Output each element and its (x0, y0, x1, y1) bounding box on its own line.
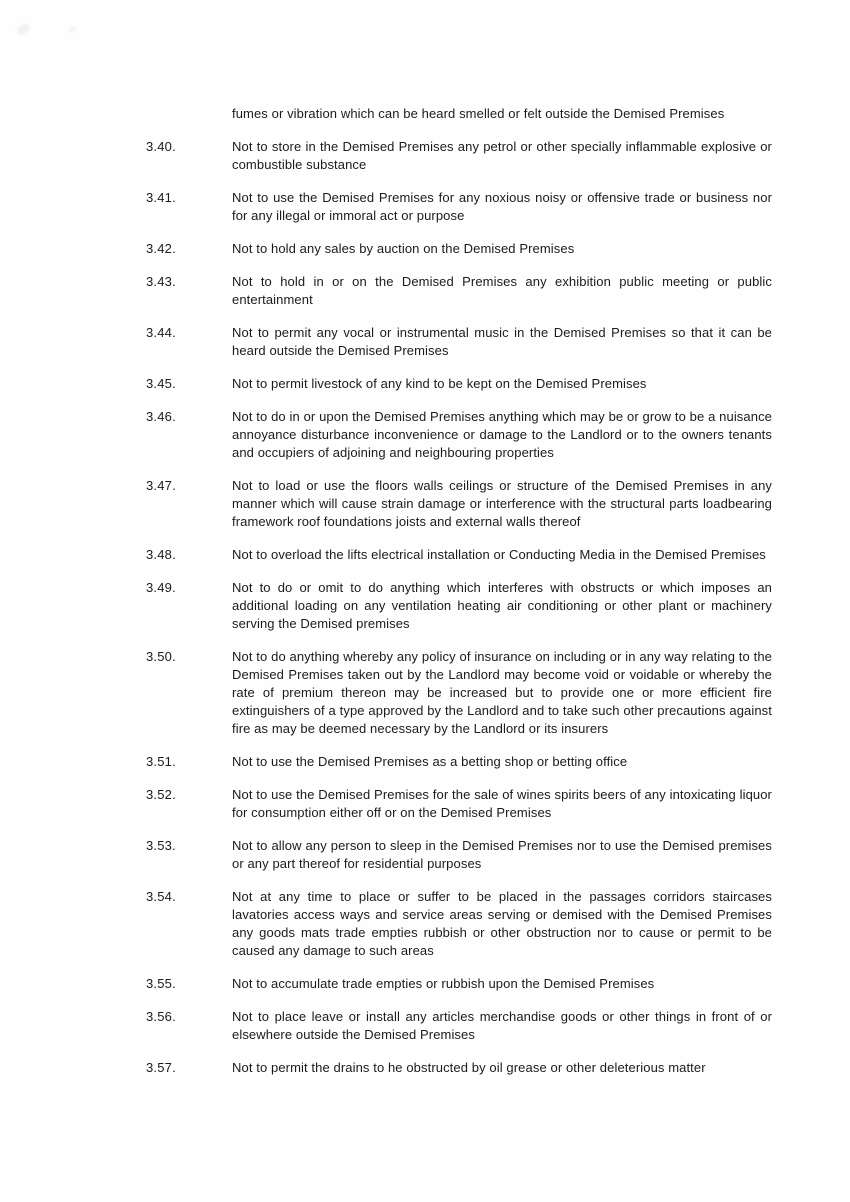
clause-row (146, 273, 772, 309)
clause-text: Not to allow any person to sleep in the Demised Premises nor to use the Demised premises or any part thereof for residential purposes (232, 838, 772, 871)
clause-number: 3.55. (146, 976, 176, 991)
clause-row (146, 240, 772, 258)
clause-row (146, 546, 772, 564)
clause-text: Not to accumulate trade empties or rubbish upon the Demised Premises (232, 976, 655, 991)
clause-row (146, 408, 772, 462)
clause-row (146, 1059, 772, 1077)
clause-text: Not to load or use the floors walls ceilings or structure of the Demised Premises in any manner which will cause strain damage or interference with the structural parts loadbearing framework roof foundations joists and external walls thereof (232, 478, 772, 529)
clause-text: Not to use the Demised Premises for any noxious noisy or offensive trade or business nor for any illegal or immoral act or purpose (232, 190, 772, 223)
clause-number: 3.52. (146, 787, 176, 802)
clause-text: Not to store in the Demised Premises any petrol or other specially inflammable explosive or combustible substance (232, 139, 772, 172)
clause-row (146, 375, 772, 393)
clause-text: Not to permit any vocal or instrumental music in the Demised Premises so that it can be heard outside the Demised Premises (232, 325, 772, 358)
clause-number: 3.53. (146, 838, 176, 853)
clause-number: 3.46. (146, 409, 176, 424)
clause-number: 3.50. (146, 649, 176, 664)
clause-row (146, 648, 772, 738)
clause-number: 3.47. (146, 478, 176, 493)
clause-text: Not to hold any sales by auction on the Demised Premises (232, 241, 575, 256)
clause-text: Not to do anything whereby any policy of insurance on including or in any way relating to the Demised Premises taken out by the Landlord may become void or voidable or whereby the rate of premium thereon may be increased but to provide one or more efficient fire extinguishers of a type approved by the Landlord and to take such other precautions against fire as may be deemed necessary by the Landlord or its insurers (232, 649, 772, 736)
scan-artifact (69, 27, 76, 32)
clause-row (146, 888, 772, 960)
clause-number: 3.43. (146, 274, 176, 289)
clause-row (146, 138, 772, 174)
clause-text: Not to place leave or install any articles merchandise goods or other things in front of or elsewhere outside the Demised Premises (232, 1009, 772, 1042)
clause-row (146, 786, 772, 822)
clause-text: Not to use the Demised Premises for the sale of wines spirits beers of any intoxicating liquor for consumption either off or on the Demised Premises (232, 787, 772, 820)
clause-number: 3.48. (146, 547, 176, 562)
clause-row (146, 477, 772, 531)
clause-number: 3.42. (146, 241, 176, 256)
clause-text: Not to overload the lifts electrical installation or Conducting Media in the Demised Premises (232, 547, 766, 562)
continuation-paragraph (146, 105, 772, 123)
clause-number: 3.45. (146, 376, 176, 391)
clause-text: Not to permit the drains to he obstructed by oil grease or other deleterious matter (232, 1060, 706, 1075)
clause-text: Not to do in or upon the Demised Premises anything which may be or grow to be a nuisance annoyance disturbance inconvenience or damage to the Landlord or to the owners tenants and occupiers of adjoining and neighbouring properties (232, 409, 772, 460)
clause-text: Not to do or omit to do anything which interferes with obstructs or which imposes an additional loading on any ventilation heating air conditioning or other plant or machinery serving the Demised premises (232, 580, 772, 631)
clause-row (146, 975, 772, 993)
clause-row (146, 753, 772, 771)
clause-number: 3.51. (146, 754, 176, 769)
scan-artifact (15, 22, 32, 37)
clause-row (146, 1008, 772, 1044)
clause-number: 3.40. (146, 139, 176, 154)
clause-text: Not to use the Demised Premises as a betting shop or betting office (232, 754, 628, 769)
clause-number: 3.41. (146, 190, 176, 205)
clause-row (146, 579, 772, 633)
clause-row (146, 324, 772, 360)
clause-row (146, 189, 772, 225)
clause-text: Not to hold in or on the Demised Premises any exhibition public meeting or public entertainment (232, 274, 772, 307)
clause-number: 3.57. (146, 1060, 176, 1075)
clause-row (146, 837, 772, 873)
clause-number: 3.56. (146, 1009, 176, 1024)
clause-text: fumes or vibration which can be heard smelled or felt outside the Demised Premises (232, 106, 725, 121)
clause-number: 3.44. (146, 325, 176, 340)
clause-text: Not to permit livestock of any kind to be kept on the Demised Premises (232, 376, 647, 391)
clause-list (146, 105, 772, 1092)
clause-text: Not at any time to place or suffer to be placed in the passages corridors staircases lavatories access ways and service areas serving or demised with the Demised Premises any goods mats trade empties rubbish or other obstruction nor to cause or permit to be caused any damage to such areas (232, 889, 772, 958)
clause-number: 3.54. (146, 889, 176, 904)
clause-number: 3.49. (146, 580, 176, 595)
